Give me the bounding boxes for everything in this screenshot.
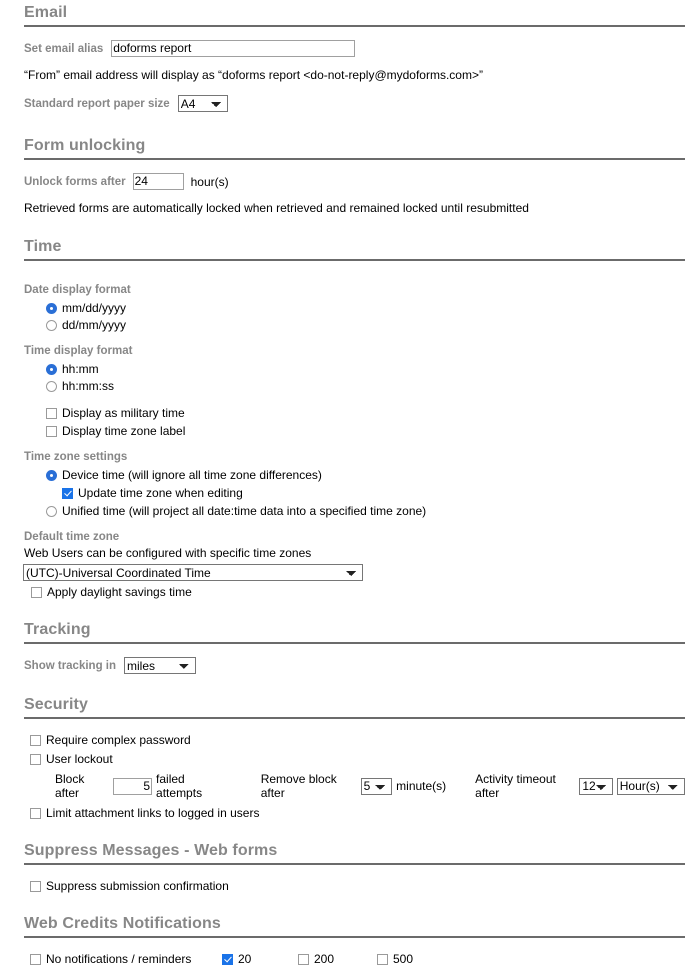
- block-after-suffix: failed attempts: [156, 772, 203, 800]
- activity-timeout-label: Activity timeout after: [475, 772, 556, 800]
- checkbox-label: Display as military time: [62, 406, 185, 420]
- checkbox-label: No notifications / reminders: [46, 952, 192, 966]
- radio-label: dd/mm/yyyy: [62, 318, 127, 332]
- section-body-web-credits: [0, 952, 685, 966]
- checkbox-timezone-label[interactable]: [46, 424, 685, 438]
- section-body-time: [0, 284, 685, 599]
- paper-size-label: Standard report paper size: [24, 97, 170, 110]
- unlock-hours-input[interactable]: [133, 173, 184, 190]
- unlock-hours-suffix: hour(s): [190, 174, 229, 189]
- radio-label: Unified time (will project all date:time data into a specified time zone): [62, 504, 427, 518]
- section-title-suppress-messages: Suppress Messages - Web forms: [24, 842, 278, 859]
- radio-icon: [46, 381, 57, 392]
- default-timezone-select[interactable]: [23, 564, 363, 581]
- section-suppress-messages: [0, 820, 685, 865]
- section-body-email: [0, 40, 685, 112]
- checkbox-update-timezone[interactable]: [62, 486, 685, 500]
- radio-icon: [46, 506, 57, 517]
- remove-block-label: Remove block after: [260, 772, 337, 800]
- checkbox-label: Apply daylight savings time: [47, 585, 192, 599]
- section-email: [0, 0, 685, 27]
- paper-size-select[interactable]: [178, 95, 228, 112]
- checkbox-label: Display time zone label: [62, 424, 186, 438]
- section-body-suppress-messages: [0, 879, 685, 893]
- section-time: [0, 215, 685, 261]
- remove-block-suffix: minute(s): [396, 779, 447, 793]
- checkbox-daylight-savings[interactable]: [31, 585, 685, 599]
- radio-date-mmddyyyy[interactable]: [46, 301, 685, 315]
- checkbox-icon: [31, 587, 42, 598]
- checkbox-label: 20: [238, 952, 252, 966]
- radio-icon-selected: [46, 303, 57, 314]
- radio-unified-time[interactable]: [46, 504, 685, 518]
- radio-icon-selected: [46, 470, 57, 481]
- checkbox-suppress-confirmation[interactable]: [30, 879, 685, 893]
- radio-icon: [46, 320, 57, 331]
- radio-label: hh:mm:ss: [62, 379, 115, 393]
- radio-label: mm/dd/yyyy: [62, 301, 127, 315]
- checkbox-credits-500[interactable]: [377, 952, 413, 966]
- activity-timeout-select[interactable]: [579, 778, 612, 795]
- default-timezone-note: Web Users can be configured with specific time zones: [24, 546, 312, 560]
- section-rule-email: [24, 25, 685, 27]
- checkbox-icon-checked: [62, 488, 73, 499]
- checkbox-label: Suppress submission confirmation: [46, 879, 229, 893]
- radio-icon-selected: [46, 364, 57, 375]
- section-rule-tracking: [24, 642, 685, 644]
- radio-label: Device time (will ignore all time zone differences): [62, 468, 322, 482]
- default-timezone-label: Default time zone: [24, 531, 120, 543]
- checkbox-icon: [46, 426, 57, 437]
- checkbox-icon: [30, 754, 41, 765]
- checkbox-icon-checked: [222, 954, 233, 965]
- section-title-security: Security: [24, 696, 88, 713]
- checkbox-complex-password[interactable]: [30, 733, 685, 747]
- checkbox-icon: [377, 954, 388, 965]
- tracking-unit-select[interactable]: [124, 657, 196, 674]
- section-form-unlocking: [0, 112, 685, 160]
- section-title-web-credits: Web Credits Notifications: [24, 915, 221, 932]
- timezone-settings-label: Time zone settings: [24, 451, 128, 463]
- show-tracking-label: Show tracking in: [24, 659, 117, 672]
- email-alias-input[interactable]: [111, 40, 355, 57]
- checkbox-icon: [30, 881, 41, 892]
- checkbox-icon: [298, 954, 309, 965]
- section-rule-security: [24, 717, 685, 719]
- checkbox-label: Require complex password: [46, 733, 191, 747]
- checkbox-military-time[interactable]: [46, 406, 685, 420]
- unlock-forms-label: Unlock forms after: [24, 175, 126, 188]
- section-title-email: Email: [24, 4, 68, 21]
- checkbox-label: 200: [314, 952, 335, 966]
- remove-block-select[interactable]: [361, 778, 393, 795]
- section-title-time: Time: [24, 238, 62, 255]
- radio-time-hhmmss[interactable]: [46, 379, 685, 393]
- checkbox-icon: [30, 735, 41, 746]
- section-body-tracking: [0, 657, 685, 674]
- checkbox-label: User lockout: [46, 752, 113, 766]
- section-body-security: [0, 733, 685, 820]
- section-title-tracking: Tracking: [24, 621, 91, 638]
- radio-device-time[interactable]: [46, 468, 685, 482]
- checkbox-credits-20[interactable]: [222, 952, 298, 966]
- section-rule-form-unlocking: [24, 158, 685, 160]
- radio-label: hh:mm: [62, 362, 99, 376]
- radio-date-ddmmyyyy[interactable]: [46, 318, 685, 332]
- date-format-label: Date display format: [24, 284, 131, 296]
- form-unlocking-note: Retrieved forms are automatically locked when retrieved and remained locked until resubmitted: [24, 201, 529, 215]
- checkbox-credits-200[interactable]: [298, 952, 377, 966]
- checkbox-limit-attachments[interactable]: [30, 806, 685, 820]
- time-format-label: Time display format: [24, 345, 133, 357]
- section-body-form-unlocking: [0, 173, 685, 215]
- section-rule-web-credits: [24, 936, 685, 938]
- block-after-input[interactable]: [113, 778, 152, 795]
- checkbox-label: 500: [393, 952, 414, 966]
- section-rule-suppress-messages: [24, 863, 685, 865]
- activity-timeout-unit-select[interactable]: [617, 778, 685, 795]
- checkbox-icon: [30, 954, 41, 965]
- section-security: [0, 674, 685, 719]
- section-title-form-unlocking: Form unlocking: [24, 137, 146, 154]
- checkbox-label: Limit attachment links to logged in users: [46, 806, 260, 820]
- checkbox-label: Update time zone when editing: [78, 486, 243, 500]
- checkbox-user-lockout[interactable]: [30, 752, 685, 766]
- checkbox-icon: [46, 408, 57, 419]
- radio-time-hhmm[interactable]: [46, 362, 685, 376]
- block-after-label: Block after: [55, 772, 85, 800]
- email-alias-label: Set email alias: [24, 42, 104, 55]
- checkbox-icon: [30, 808, 41, 819]
- section-web-credits: [0, 893, 685, 938]
- section-rule-time: [24, 259, 685, 261]
- section-tracking: [0, 599, 685, 644]
- email-from-note: “From” email address will display as “doforms report <do-not-reply@mydoforms.com>”: [24, 68, 483, 82]
- checkbox-no-notifications[interactable]: [30, 952, 222, 966]
